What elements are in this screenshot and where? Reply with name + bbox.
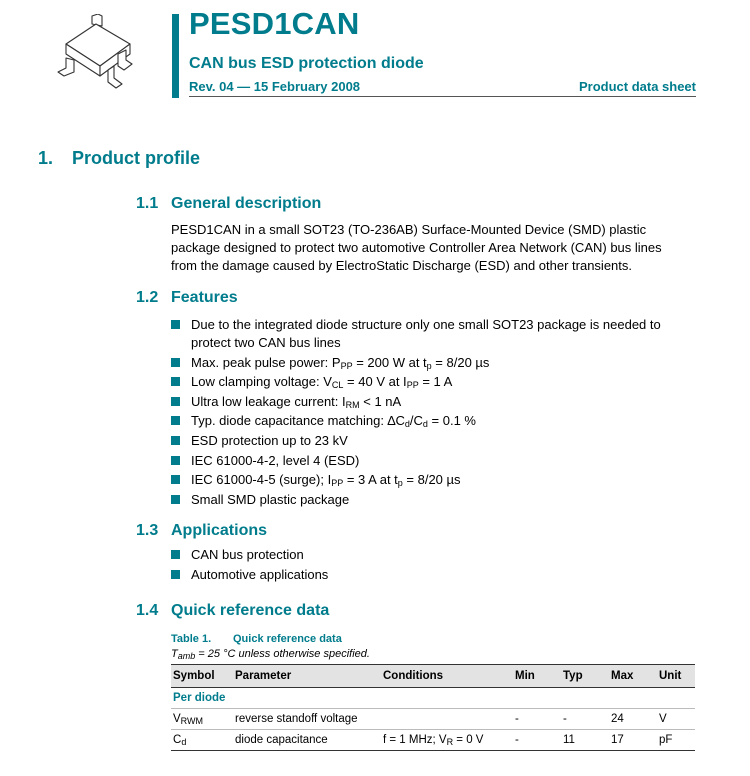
document-title: PESD1CAN xyxy=(189,6,360,41)
col-header-parameter: Parameter xyxy=(233,665,381,688)
list-item: IEC 61000-4-2, level 4 (ESD) xyxy=(171,452,691,470)
list-item: Typ. diode capacitance matching: $\Delta C_d/C_d = 0.1$ % xyxy=(171,412,691,430)
list-item: Max. peak pulse power: $P_{PP} = 200$ W at $t_p = 8/20$ µs xyxy=(171,354,691,372)
bullet-square-icon xyxy=(171,495,180,504)
table-row xyxy=(171,730,695,751)
list-item: Due to the integrated diode structure only one small SOT23 package is needed to protect two CAN bus lines xyxy=(171,316,691,352)
list-item: ESD protection up to 23 kV xyxy=(171,432,691,450)
bullet-square-icon xyxy=(171,416,180,425)
cell-parameter: diode capacitance xyxy=(233,730,381,751)
subsection-heading-features xyxy=(136,289,238,307)
subsection-number: 1.2 xyxy=(136,289,159,306)
subsection-number: 1.4 xyxy=(136,602,159,619)
col-header-min: Min xyxy=(513,665,561,688)
header-divider xyxy=(189,96,696,97)
bullet-square-icon xyxy=(171,456,180,465)
col-header-unit: Unit xyxy=(657,665,695,688)
list-item: Automotive applications xyxy=(171,566,691,584)
cell-min: - xyxy=(513,709,561,730)
cell-unit: pF xyxy=(657,730,695,751)
group-label: Per diode xyxy=(171,688,695,709)
list-item: Ultra low leakage current: $I_{RM} < 1$ nA xyxy=(171,393,691,411)
bullet-square-icon xyxy=(171,320,180,329)
cell-parameter: reverse standoff voltage xyxy=(233,709,381,730)
subsection-title: Applications xyxy=(171,522,268,539)
cell-conditions: f = 1 MHz; $V_R = 0$ V xyxy=(381,730,513,751)
table-caption xyxy=(171,633,342,645)
bullet-square-icon xyxy=(171,570,180,579)
cell-conditions xyxy=(381,709,513,730)
cell-symbol: $C_d$ xyxy=(171,730,233,751)
cell-unit: V xyxy=(657,709,695,730)
quick-reference-table xyxy=(171,664,695,751)
bullet-square-icon xyxy=(171,475,180,484)
doc-type-label: Product data sheet xyxy=(578,79,696,94)
cell-typ: - xyxy=(561,709,609,730)
subsection-number: 1.1 xyxy=(136,195,159,212)
col-header-symbol: Symbol xyxy=(171,665,233,688)
subsection-heading-quick-reference xyxy=(136,602,329,620)
bullet-square-icon xyxy=(171,377,180,386)
header-accent-bar xyxy=(172,14,179,98)
table-note: $T_{amb} = 25$ °C unless otherwise specified. xyxy=(171,648,370,661)
col-header-max: Max xyxy=(609,665,657,688)
col-header-typ: Typ xyxy=(561,665,609,688)
bullet-square-icon xyxy=(171,436,180,445)
cell-symbol: $V_{RWM}$ xyxy=(171,709,233,730)
list-item: Small SMD plastic package xyxy=(171,491,691,509)
section-title: Product profile xyxy=(72,148,201,168)
cell-typ: 11 xyxy=(561,730,609,751)
table-row xyxy=(171,709,695,730)
applications-list xyxy=(171,546,691,585)
revision-line: Rev. 04 — 15 February 2008 xyxy=(189,79,361,94)
col-header-conditions: Conditions xyxy=(381,665,513,688)
general-description-text: PESD1CAN in a small SOT23 (TO-236AB) Surface-Mounted Device (SMD) plastic package designed to protect two automotive Controller Area Network (CAN) bus lines from the damage caused by ElectroStatic Discharge (ESD) and other transients. xyxy=(171,222,662,273)
cell-max: 17 xyxy=(609,730,657,751)
section-number: 1. xyxy=(38,148,54,168)
features-list xyxy=(171,316,691,510)
subsection-heading-applications xyxy=(136,522,267,540)
cell-max: 24 xyxy=(609,709,657,730)
subsection-title: Quick reference data xyxy=(171,602,330,619)
list-item: Low clamping voltage: $V_{CL} = 40$ V at $I_{PP} = 1$ A xyxy=(171,373,691,391)
table-label: Table 1. xyxy=(171,633,212,645)
list-item: IEC 61000-4-5 (surge); $I_{PP} = 3$ A at $t_p = 8/20$ µs xyxy=(171,471,691,489)
table-header-row xyxy=(171,665,695,688)
table-title: Quick reference data xyxy=(233,633,342,645)
subsection-heading-general-description xyxy=(136,195,321,213)
bullet-square-icon xyxy=(171,397,180,406)
document-subtitle: CAN bus ESD protection diode xyxy=(189,55,424,72)
list-item: CAN bus protection xyxy=(171,546,691,564)
section-heading-product-profile xyxy=(38,148,200,169)
bullet-square-icon xyxy=(171,550,180,559)
subsection-title: General description xyxy=(171,195,322,212)
cell-min: - xyxy=(513,730,561,751)
sot23-package-icon xyxy=(52,14,142,94)
table-group-row xyxy=(171,688,695,709)
bullet-square-icon xyxy=(171,358,180,367)
subsection-number: 1.3 xyxy=(136,522,159,539)
subsection-title: Features xyxy=(171,289,238,306)
